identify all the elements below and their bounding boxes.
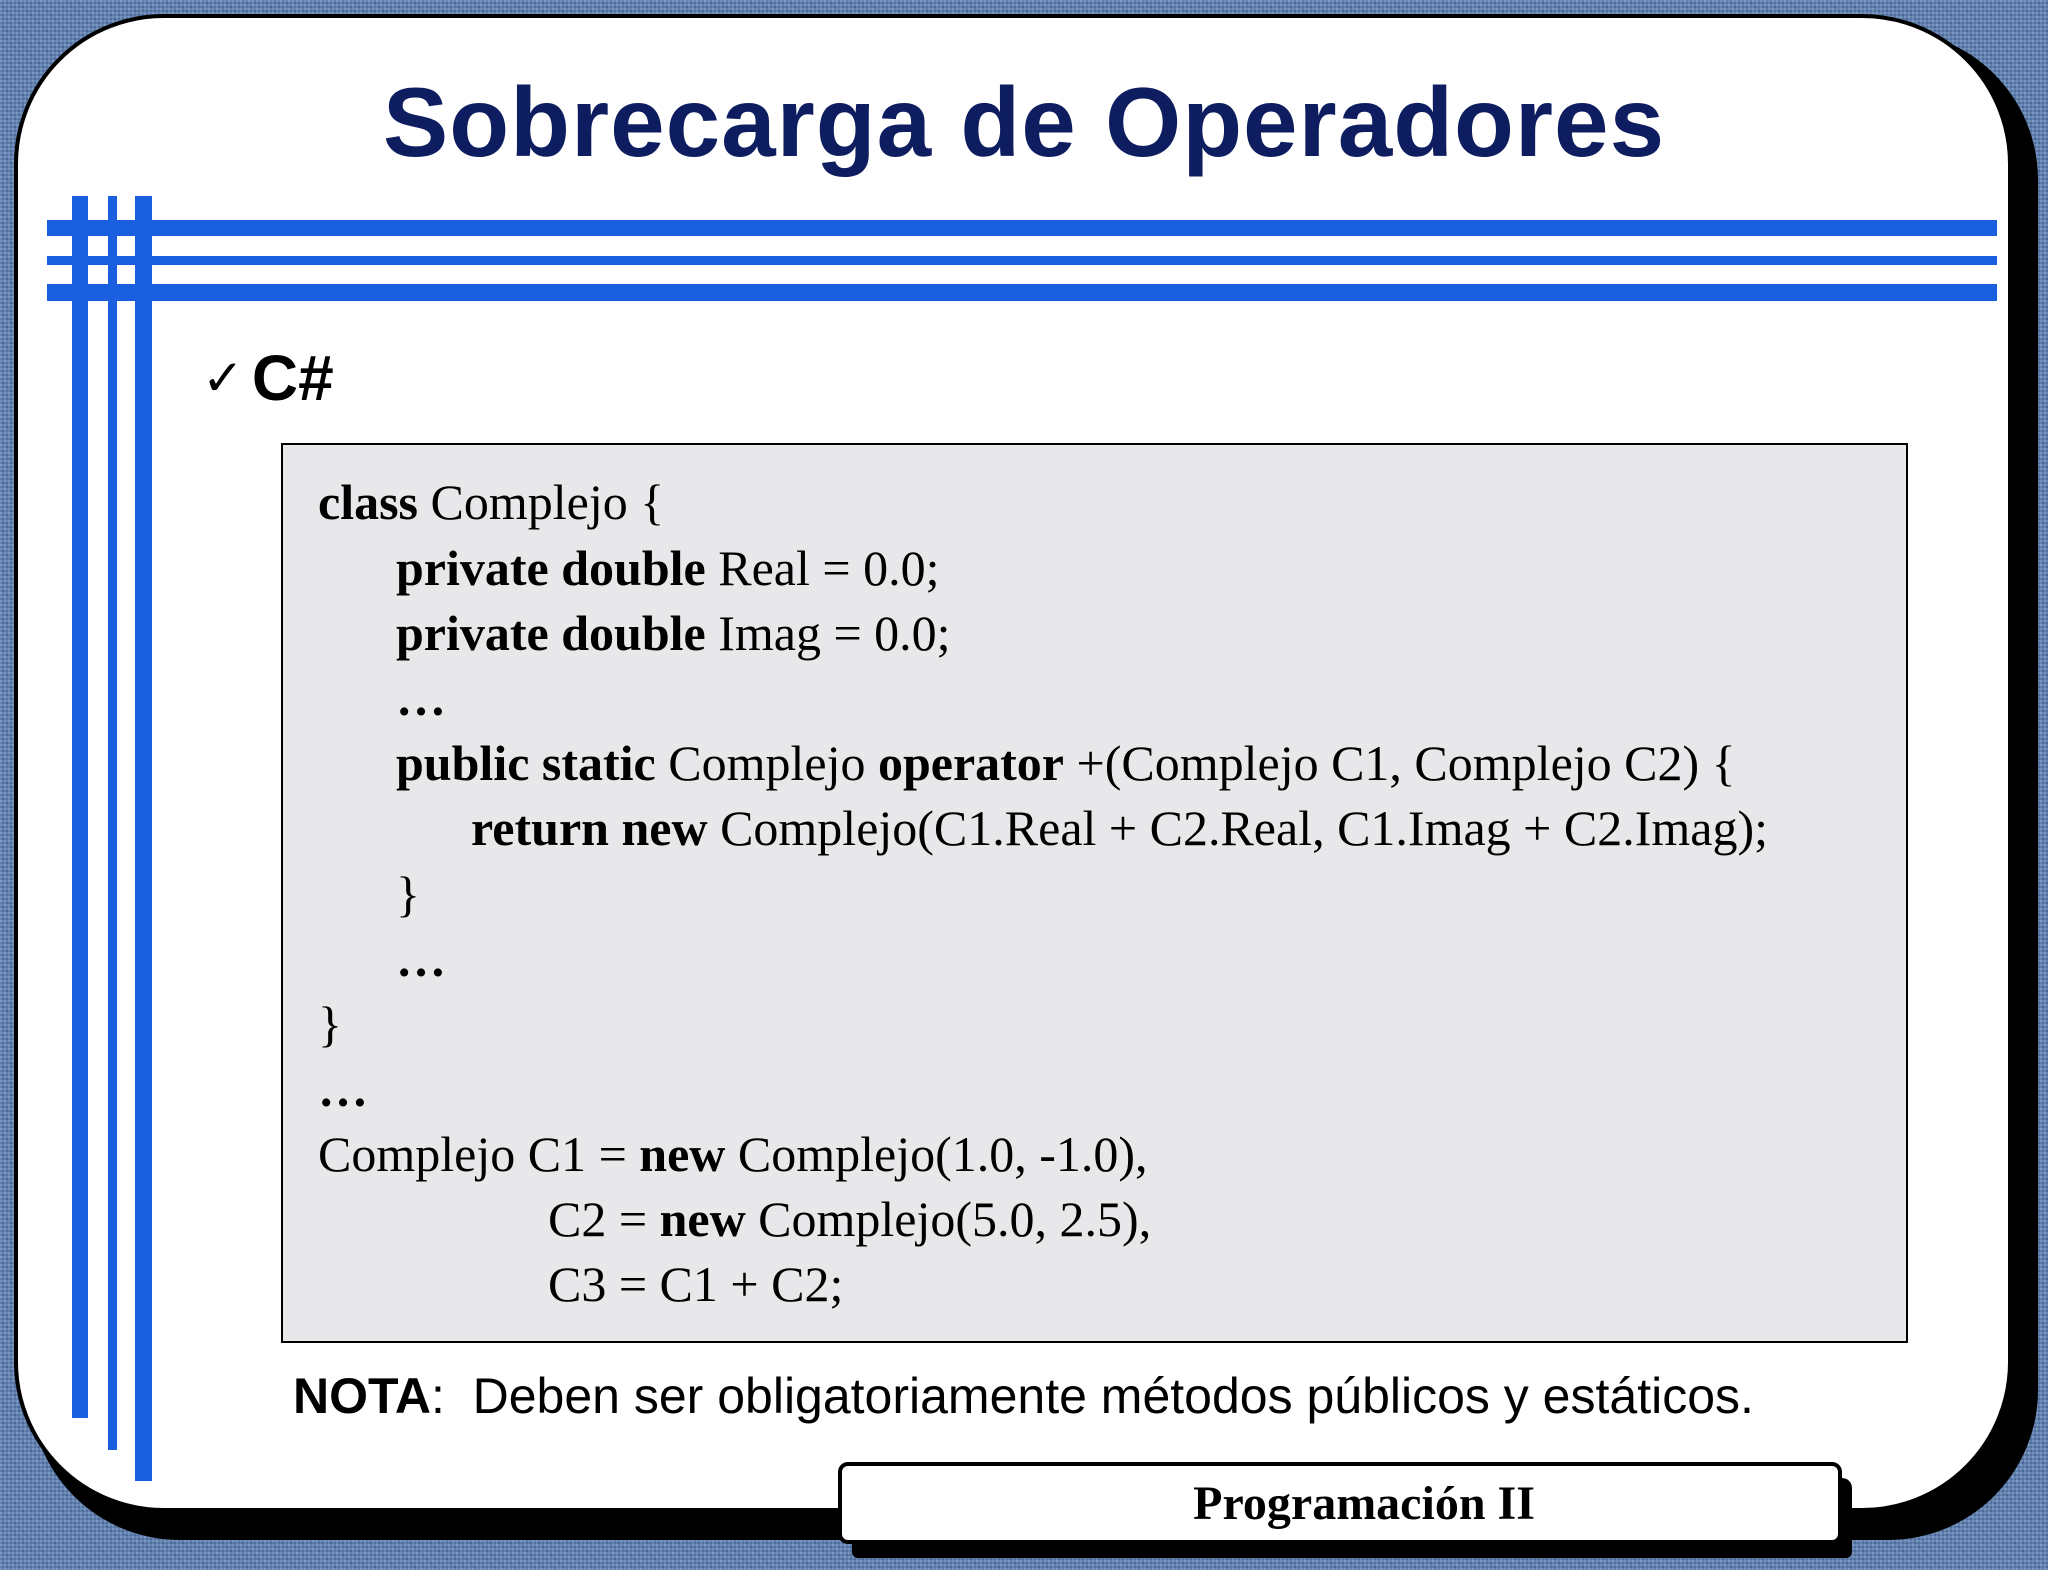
code-line: C2 = new Complejo(5.0, 2.5), [548, 1191, 1152, 1247]
checkmark-icon: ✓ [202, 349, 244, 407]
slide-title: Sobrecarga de Operadores [382, 67, 1666, 177]
footer-tab [838, 1462, 1842, 1544]
code-line: private double Real = 0.0; [396, 540, 940, 596]
code-line: } [396, 866, 420, 922]
code-line: … [318, 1061, 368, 1117]
code-line: … [396, 931, 446, 987]
bullet-csharp [202, 342, 334, 414]
decor-bar-horizontal-top [47, 220, 1997, 236]
decor-bar-vertical-right [135, 196, 152, 1481]
decor-bar-horizontal-bottom [47, 284, 1997, 301]
decor-bar-horizontal-middle [47, 256, 1997, 265]
note-text: Deben ser obligatoriamente métodos públicos y estáticos. [472, 1368, 1754, 1424]
bullet-label: C# [251, 342, 334, 414]
code-block [281, 443, 1908, 1343]
code-line: return new Complejo(C1.Real + C2.Real, C1.Imag + C2.Imag); [471, 800, 1768, 856]
code-line: Complejo C1 = new Complejo(1.0, -1.0), [318, 1126, 1148, 1182]
code-line: private double Imag = 0.0; [396, 605, 951, 661]
decor-bar-vertical-left [72, 196, 88, 1418]
note-label: NOTA [293, 1368, 431, 1424]
code-line: class Complejo { [318, 474, 665, 530]
code-line: C3 = C1 + C2; [548, 1256, 844, 1312]
decor-bar-vertical-middle [108, 196, 117, 1450]
code-line: public static Complejo operator +(Complejo C1, Complejo C2) { [396, 735, 1736, 791]
footer-label: Programación II [1193, 1476, 1535, 1530]
code-line: } [318, 996, 342, 1052]
note: NOTA: Deben ser obligatoriamente métodos públicos y estáticos. [293, 1368, 1754, 1424]
code-line: … [396, 670, 446, 726]
